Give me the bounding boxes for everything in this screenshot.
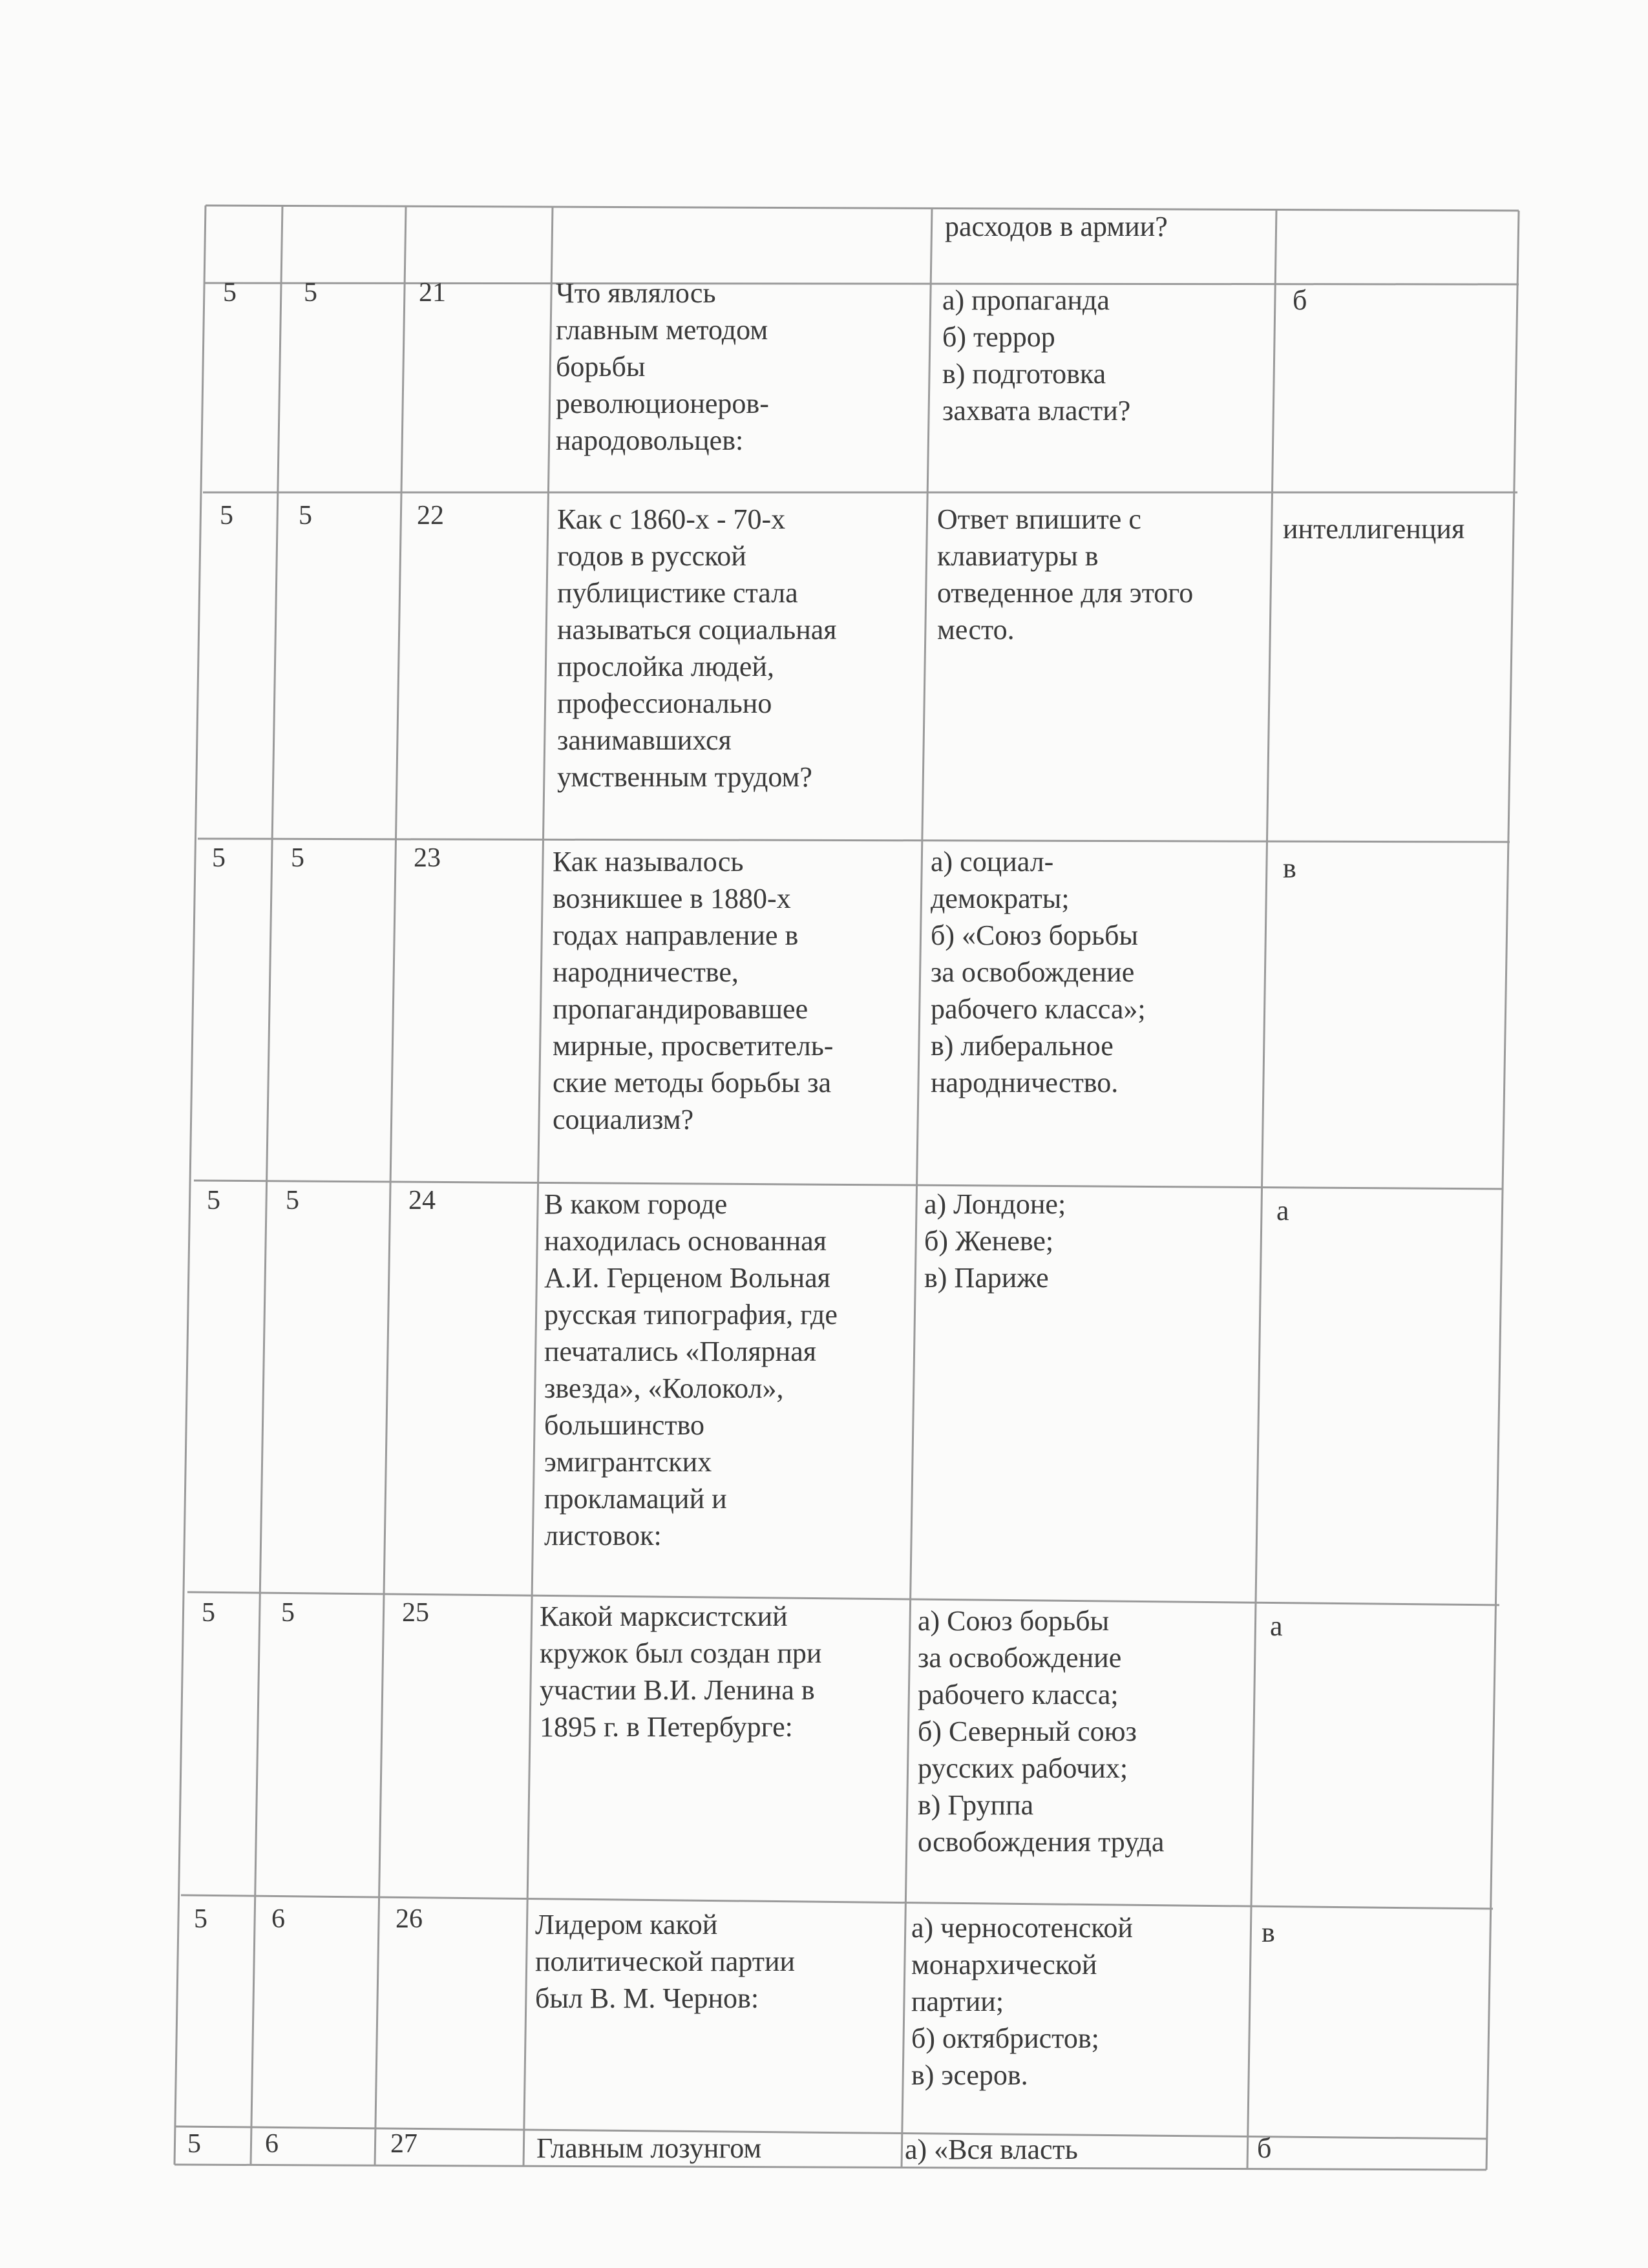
row5-options: а) Союз борьбы за освобождение рабочего класса; б) Северный союз русских рабочих; в) Группа освобождения труда (918, 1605, 1165, 1858)
row7-col1: 5 (187, 2129, 201, 2159)
row3-question: Как называлось возникшее в 1880-х годах направление в народничестве, пропагандировавшее мирные, просветитель- ские методы борьбы за социализм? (553, 846, 834, 1135)
row4-col3: 24 (408, 1186, 436, 1215)
row2-col3: 22 (417, 501, 444, 530)
row5-question: Какой марксистский кружок был создан при участии В.И. Ленина в 1895 г. в Петербурге: (540, 1601, 822, 1743)
row1-options: а) пропаганда б) террор в) подготовка захвата власти? (942, 284, 1131, 426)
row7-options: а) «Вся власть (905, 2134, 1078, 2165)
row6-col3: 26 (396, 1904, 423, 1934)
row6-answer: в (1262, 1916, 1275, 1948)
row5-answer: а (1270, 1610, 1283, 1642)
row3-col2: 5 (291, 843, 304, 873)
row5-col2: 5 (281, 1598, 295, 1628)
row2-answer: интеллигенция (1283, 513, 1465, 545)
row7-col2: 6 (265, 2129, 279, 2159)
row7-question: Главным лозунгом (536, 2132, 762, 2164)
row4-col2: 5 (286, 1186, 299, 1215)
row5-col3: 25 (402, 1598, 429, 1628)
row1-col3: 21 (419, 278, 446, 308)
row2-question: Как с 1860-х - 70-х годов в русской публицистике стала называться социальная прослойка людей, профессионально занимавшихся умственным трудом? (557, 503, 837, 793)
row2-col2: 5 (299, 501, 312, 530)
row1-col2: 5 (304, 278, 317, 308)
row3-options: а) социал- демократы; б) «Союз борьбы за освобождение рабочего класса»; в) либеральное народничество. (931, 846, 1146, 1098)
row7-answer: б (1257, 2132, 1272, 2164)
row4-answer: а (1276, 1195, 1289, 1226)
row3-col3: 23 (414, 843, 441, 873)
row0-options: расходов в армии? (945, 211, 1168, 242)
row7-col3: 27 (390, 2129, 417, 2159)
row4-question: В каком городе находилась основанная А.И. Герценом Вольная русская типография, где печатались «Полярная звезда», «Колокол», большинство эмигрантских прокламаций и листовок: (544, 1188, 838, 1551)
row6-options: а) черносотенской монархической партии; б) октябристов; в) эсеров. (911, 1912, 1133, 2091)
row4-options: а) Лондоне; б) Женеве; в) Париже (924, 1188, 1066, 1294)
row1-col1: 5 (223, 278, 237, 308)
row2-options: Ответ впишите с клавиатуры в отведенное для этого место. (937, 503, 1194, 646)
row5-col1: 5 (202, 1598, 215, 1628)
row4-col1: 5 (207, 1186, 220, 1215)
row6-col1: 5 (194, 1904, 207, 1934)
row1-answer: б (1293, 284, 1307, 316)
row3-col1: 5 (212, 843, 226, 873)
row1-question: Что являлось главным методом борьбы революционеров- народовольцев: (556, 277, 769, 456)
row2-col1: 5 (220, 501, 233, 530)
row6-question: Лидером какой политической партии был В. М. Чернов: (535, 1909, 796, 2014)
row6-col2: 6 (271, 1904, 285, 1934)
row3-answer: в (1283, 852, 1296, 884)
